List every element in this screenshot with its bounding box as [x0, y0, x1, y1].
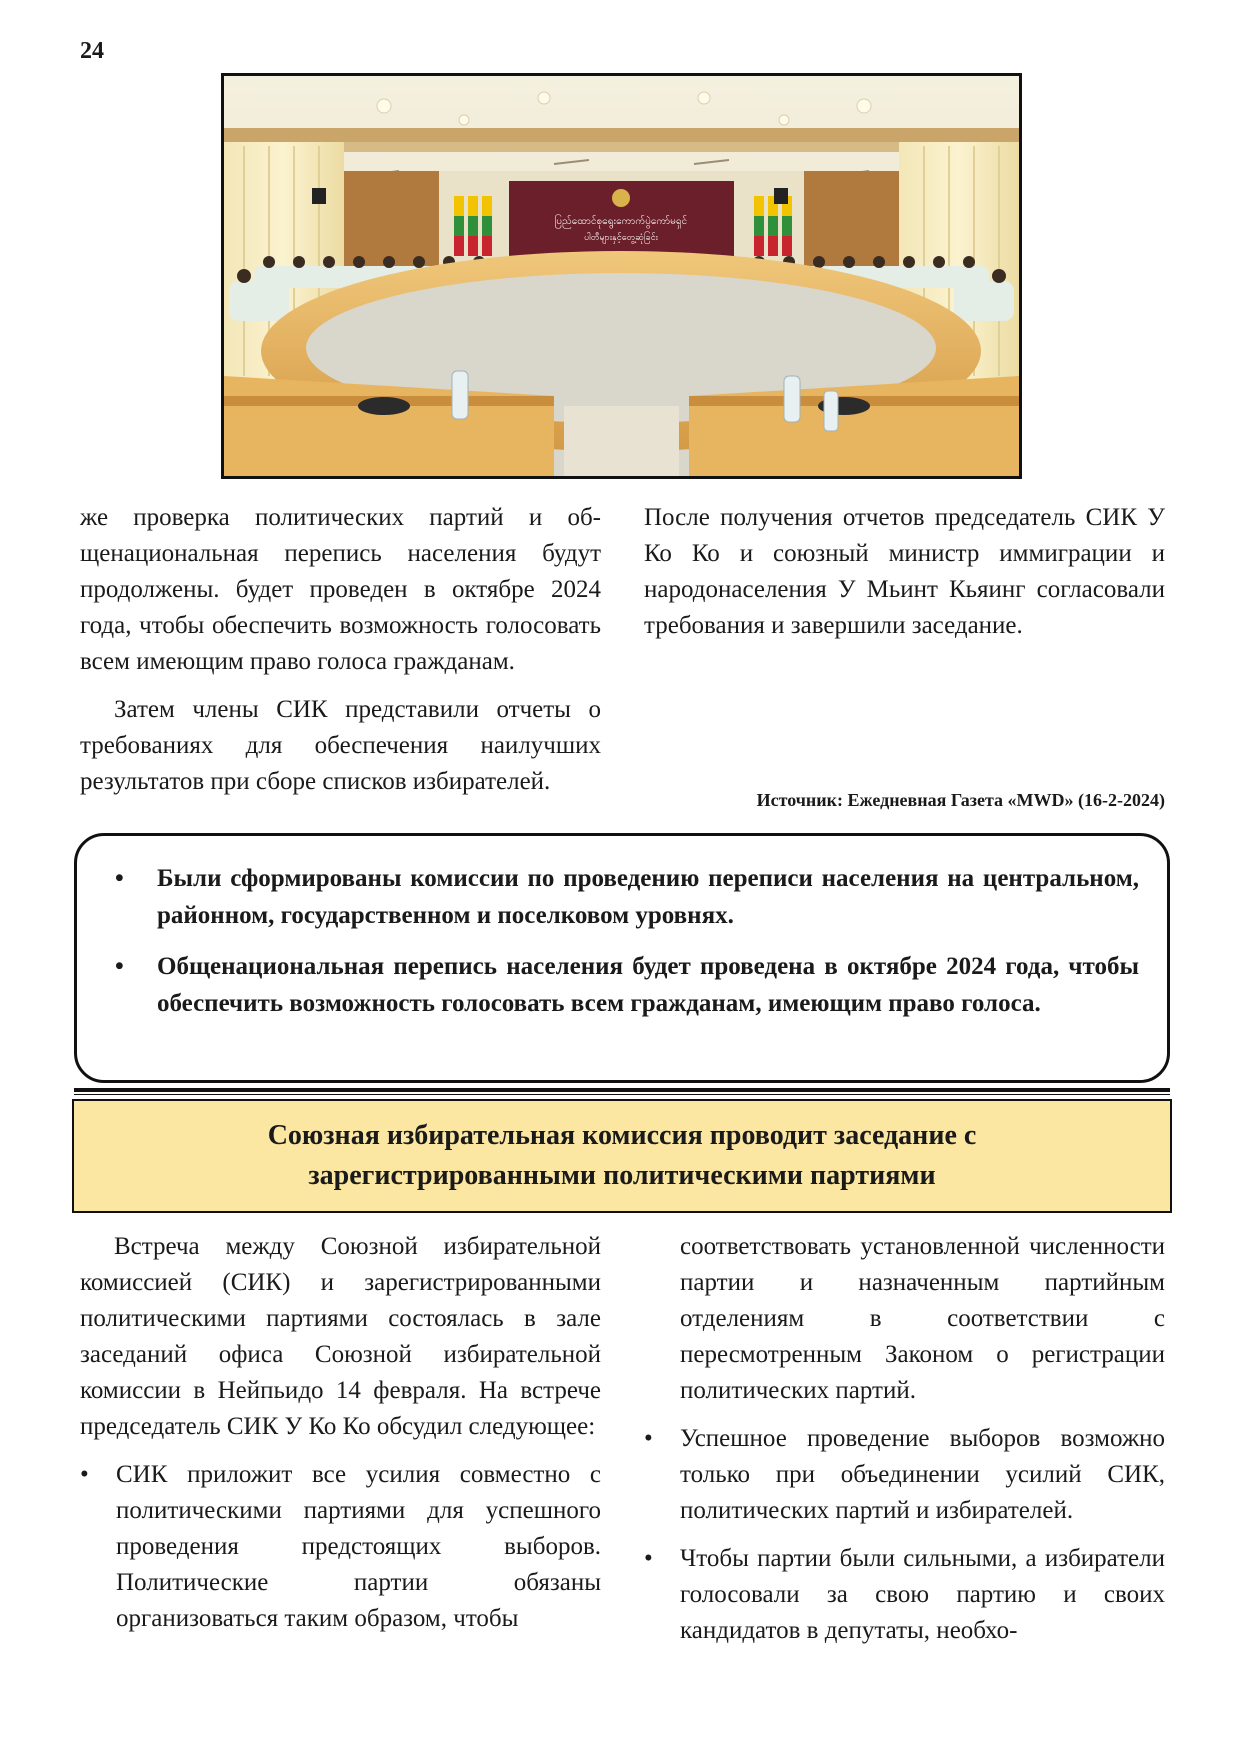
article2-bullet-2-text: Успешное проведение выборов возможно только при объединении усилий СИК, политических партий и избирателей.	[680, 1425, 1165, 1524]
section-divider	[74, 1088, 1170, 1092]
article1-paragraph-2-continued: После получения отчетов председатель СИК У Ко Ко и союзный министр иммиграции и народонаселения У Мьинт Кьяинг согласовали требования и завершили заседание.	[644, 504, 1165, 639]
page-number: 24	[80, 38, 104, 64]
article1-column-right	[644, 500, 1165, 644]
article2-bullet	[644, 1421, 1165, 1529]
source-credit: Источник: Ежедневная Газета «MWD» (16-2-2024)	[756, 790, 1165, 810]
article2-column-left	[80, 1229, 601, 1637]
bullet-icon: •	[644, 1545, 653, 1572]
summary-item	[107, 948, 1139, 1022]
summary-box	[74, 833, 1170, 1083]
article2-bullet	[644, 1541, 1165, 1649]
summary-item-text: Были сформированы комиссии по проведению переписи населения на центральном, районном, государственном и поселковом уровнях.	[157, 865, 1139, 929]
section-divider-thin	[74, 1094, 1170, 1095]
article2-column-right	[644, 1229, 1165, 1649]
bullet-icon: •	[644, 1425, 653, 1452]
headline-line-1: Союзная избирательная комиссия проводит заседание с	[267, 1120, 977, 1151]
bullet-icon: •	[115, 865, 124, 892]
summary-item	[107, 860, 1139, 934]
article1-paragraph-2: Затем члены СИК представили отчеты о требованиях для обеспечения наилучших результатов при сборе списков избирателей.	[80, 696, 601, 795]
bullet-icon: •	[80, 1461, 89, 1488]
article2-bullet	[80, 1457, 601, 1637]
meeting-hall-photo	[221, 73, 1022, 479]
article2-bullet-3-text: Чтобы партии были сильными, а избиратели голосовали за свою партию и своих кандидатов в депутаты, необхо-	[680, 1545, 1165, 1644]
article2-bullet-1-text: СИК приложит все усилия совместно с политическими партиями для успешного проведения предстоящих выборов. Политические партии обязаны организоваться таким образом, чтобы	[116, 1461, 601, 1632]
article1-paragraph-1: же проверка политических партий и общенациональная перепись населения будут продолжены. будет проведен в октябре 2024 года, чтобы обеспечить возможность голосовать всем имеющим право голоса гражданам.	[80, 504, 601, 675]
headline-line-2: зарегистрированными политическими партиями	[308, 1160, 936, 1191]
banner-line-2: ပါတီများနှင့်တွေ့ဆုံခြင်း	[584, 233, 658, 243]
article2-intro: Встреча между Союзной избирательной комиссией (СИК) и зарегистрированными политическими партиями состоялась в зале заседаний офиса Союзной избирательной комиссии в Нейпьидо 14 февраля. На встрече председатель СИК У Ко Ко обсудил следующее:	[80, 1233, 601, 1440]
article2-headline	[72, 1099, 1172, 1213]
article1-column-left	[80, 500, 601, 800]
bullet-icon: •	[115, 953, 124, 980]
article2-bullet-1-continued: соответствовать установленной численности партии и назначенным партийным отделениям в соответствии с пересмотренным Законом о регистрации политических партий.	[680, 1233, 1165, 1404]
banner-line-1: ပြည်ထောင်စုရွေးကောက်ပွဲကော်မရှင်	[554, 216, 688, 227]
summary-item-text: Общенациональная перепись населения будет проведена в октябре 2024 года, чтобы обеспечить возможность голосовать всем гражданам, имеющим право голоса.	[157, 953, 1139, 1017]
